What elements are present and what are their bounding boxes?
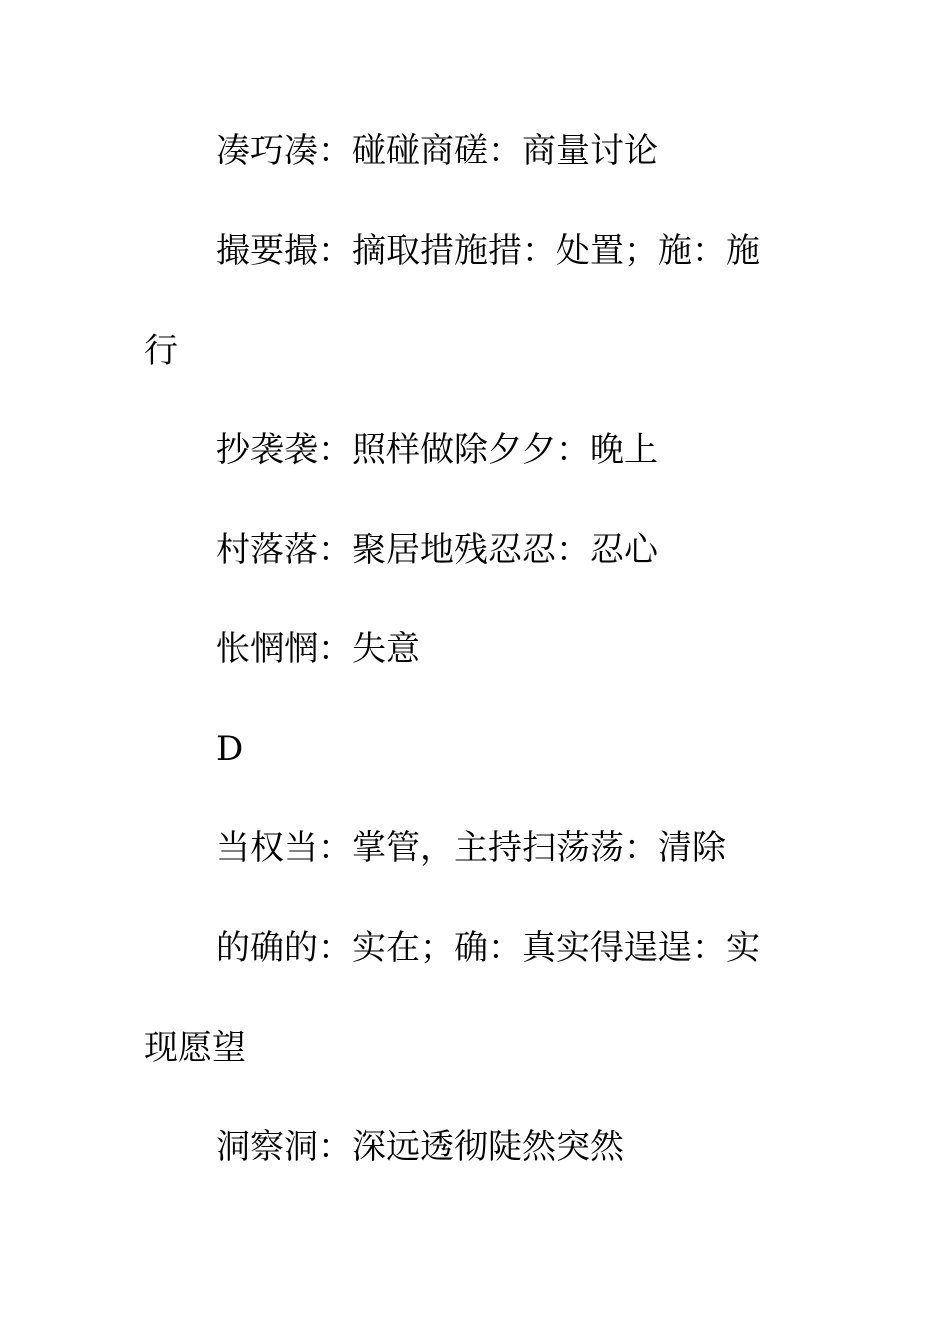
text-line: 凑巧凑：碰碰商磋：商量讨论 — [216, 131, 658, 171]
text-line: 现愿望 — [144, 1028, 246, 1068]
text-line: 行 — [144, 331, 178, 371]
text-line: 当权当：掌管，主持扫荡荡：清除 — [216, 828, 726, 868]
text-line: 的确的：实在；确：真实得逞逞：实 — [216, 928, 760, 968]
text-line: 村落落：聚居地残忍忍：忍心 — [216, 530, 658, 570]
text-line: 怅惘惘：失意 — [216, 629, 420, 669]
text-line: 撮要撮：摘取措施措：处置；施：施 — [216, 231, 760, 271]
text-line: 抄袭袭：照样做除夕夕：晚上 — [216, 430, 658, 470]
text-line: 洞察洞：深远透彻陡然突然 — [216, 1127, 624, 1167]
section-letter: D — [216, 729, 244, 769]
